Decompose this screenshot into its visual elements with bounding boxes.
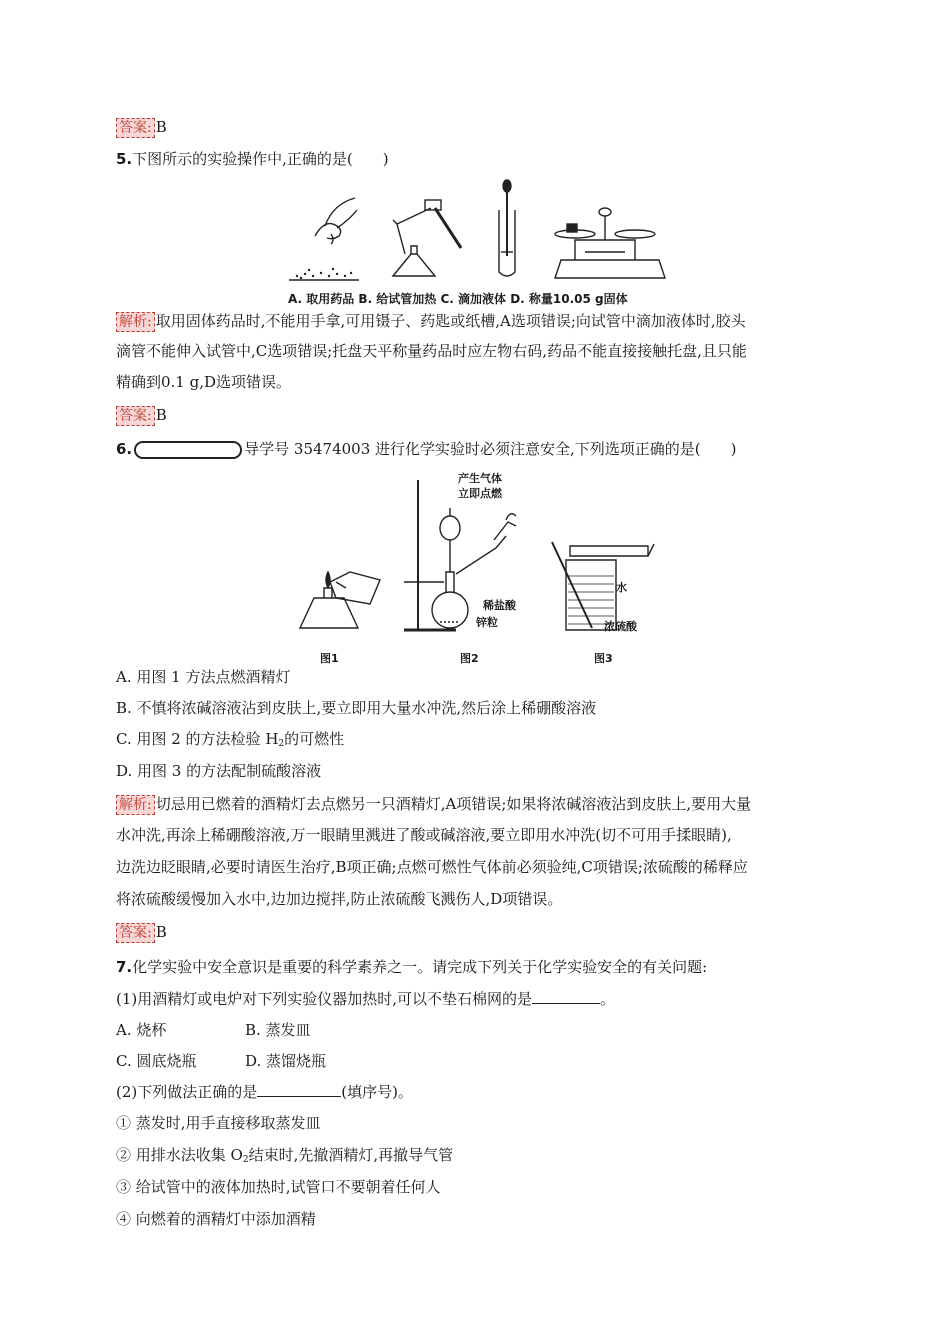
- answer-value: B: [155, 923, 167, 941]
- fig2-label-gas-2: 立即点燃: [458, 487, 502, 500]
- q7-item-2: ② 用排水法收集 $O_2$结束时,先撤酒精灯,再撤导气管: [116, 1146, 454, 1165]
- q6-option-b: B. 不慎将浓碱溶液沾到皮肤上,要立即用大量水冲洗,然后涂上稀硼酸溶液: [116, 699, 597, 717]
- q6-analysis-3: 边洗边眨眼睛,必要时请医生治疗,B项正确;点燃可燃性气体前必须验纯,C项错误;浓硫酸的稀释应: [116, 858, 748, 876]
- dilution-icon: [552, 542, 654, 630]
- analysis-tag: 解析:: [116, 312, 155, 332]
- fig2-label-gas-1: 产生气体: [458, 472, 502, 485]
- q7-item-1: ① 蒸发时,用手直接移取蒸发皿: [116, 1114, 321, 1132]
- q7-sub1: (1)用酒精灯或电炉对下列实验仪器加热时,可以不垫石棉网的是 。: [116, 990, 616, 1008]
- q5-figure: [285, 178, 675, 288]
- hand-powder-icon: [315, 198, 357, 244]
- q7-opt-b: B. 蒸发皿: [245, 1021, 311, 1039]
- fig3-caption: 图3: [594, 652, 613, 665]
- q5-figure-caption: A. 取用药品 B. 给试管加热 C. 滴加液体 D. 称量10.05 g固体: [288, 292, 628, 306]
- analysis-text: 切忌用已燃着的酒精灯去点燃另一只酒精灯,A项错误;如果将浓碱溶液沾到皮肤上,要用大量: [155, 795, 752, 813]
- answer-tag: 答案:: [116, 923, 155, 943]
- fig3-label-water: 水: [616, 581, 627, 594]
- q5-analysis-1: [116, 310, 746, 332]
- question-number: 6.: [116, 440, 133, 458]
- q7-sub2: (2)下列做法正确的是 (填序号)。: [116, 1083, 413, 1101]
- fig2-label-zinc: 锌粒: [476, 616, 498, 629]
- answer-blank[interactable]: [257, 1082, 341, 1097]
- test-tube-heating-icon: [393, 200, 461, 276]
- dropper-test-tube-icon: [499, 180, 515, 276]
- question-text: 导学号 35474003 进行化学实验时必须注意安全,下列选项正确的是( ): [244, 440, 737, 458]
- q5-answer: [116, 404, 167, 426]
- balance-icon: [555, 208, 665, 278]
- answer-tag: 答案:: [116, 406, 155, 426]
- answer-blank[interactable]: [532, 989, 600, 1004]
- analysis-text: 取用固体药品时,不能用手拿,可用镊子、药匙或纸槽,A选项错误;向试管中滴加液体时,胶头: [155, 312, 746, 330]
- fig2-caption: 图2: [460, 652, 479, 665]
- q7-opt-c: C. 圆底烧瓶: [116, 1052, 197, 1070]
- answer-tag: 答案:: [116, 118, 155, 138]
- q6-answer: [116, 921, 167, 943]
- q5-analysis-3: 精确到0.1 g,D选项错误。: [116, 373, 292, 391]
- fig2-label-acid: 稀盐酸: [483, 599, 516, 612]
- q6-stem: [116, 438, 737, 460]
- q6-option-d: D. 用图 3 的方法配制硫酸溶液: [116, 762, 322, 780]
- answer-value: B: [155, 406, 167, 424]
- fig3-label-h2so4: 浓硫酸: [604, 620, 637, 633]
- question-number: 5.: [116, 150, 133, 168]
- q7-item-3: ③ 给试管中的液体加热时,试管口不要朝着任何人: [116, 1178, 441, 1196]
- q6-option-c: C. 用图 2 的方法检验 $H_2$的可燃性: [116, 730, 345, 749]
- analysis-tag: 解析:: [116, 795, 155, 815]
- q7-stem: [116, 956, 707, 978]
- q5-stem: [116, 148, 389, 170]
- q6-analysis-1: [116, 793, 751, 815]
- q7-opt-a: A. 烧杯: [116, 1021, 167, 1039]
- alcohol-lamps-icon: [300, 572, 380, 628]
- question-number: 7.: [116, 958, 133, 976]
- guide-pill-icon: [134, 441, 242, 459]
- q5-analysis-2: 滴管不能伸入试管中,C选项错误;托盘天平称量药品时应左物右码,药品不能直接接触托盘,且只能: [116, 342, 747, 360]
- question-text: 下图所示的实验操作中,正确的是( ): [132, 150, 389, 168]
- q7-opt-d: D. 蒸馏烧瓶: [245, 1052, 327, 1070]
- q6-analysis-4: 将浓硫酸缓慢加入水中,边加边搅拌,防止浓硫酸飞溅伤人,D项错误。: [116, 890, 563, 908]
- q6-analysis-2: 水冲洗,再涂上稀硼酸溶液,万一眼睛里溅进了酸或碱溶液,要立即用水冲洗(切不可用手揉眼睛),: [116, 826, 732, 844]
- question-text: 化学实验中安全意识是重要的科学素养之一。请完成下列关于化学实验安全的有关问题:: [132, 958, 708, 976]
- q4-answer: [116, 116, 167, 138]
- fig1-caption: 图1: [320, 652, 339, 665]
- answer-value: B: [155, 118, 167, 136]
- q6-option-a: A. 用图 1 方法点燃酒精灯: [116, 668, 291, 686]
- q7-item-4: ④ 向燃着的酒精灯中添加酒精: [116, 1210, 316, 1228]
